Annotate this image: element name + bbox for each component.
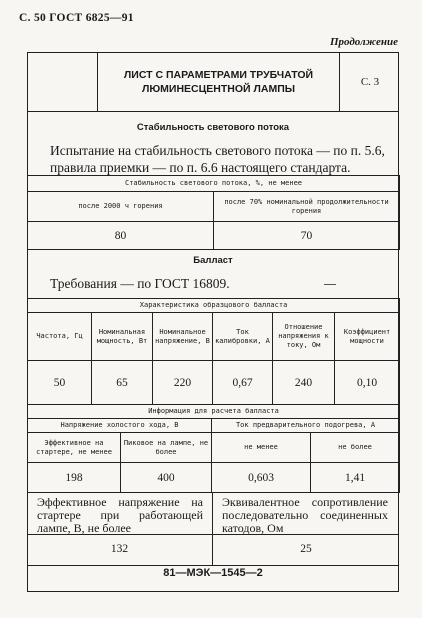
calc-value-min: 0,603: [212, 463, 311, 493]
eff-row: [27, 492, 399, 535]
calc-sub-starter: Эффективное на стартере, не менее: [28, 433, 121, 463]
calc-sub-max: не более: [311, 433, 400, 463]
flux-table-caption: Стабильность светового потока, %, не менее: [28, 176, 400, 192]
char-table-caption: Характеристика образцового балласта: [28, 299, 400, 313]
continuation-label: Продолжение: [329, 36, 398, 48]
ballast-heading: Балласт: [193, 255, 233, 266]
title-logo-cell: [28, 53, 98, 111]
ballast-text: Требования — по ГОСТ 16809.: [50, 276, 230, 291]
calc-sub-peak: Пиковое на лампе, не более: [121, 433, 212, 463]
calc-group-open-circuit: Напряжение холостого хода, В: [28, 419, 212, 433]
flux-col-70pct: после 70% номинальной продолжительности горения: [214, 192, 400, 222]
flux-value-2000h: 80: [28, 222, 214, 250]
char-header-voltage: Номинальное напряжение, В: [153, 313, 213, 361]
flux-col-2000h: после 2000 ч горения: [28, 192, 214, 222]
equiv-resistance-value: 25: [300, 543, 312, 555]
char-header-current: Ток калибровки, А: [213, 313, 273, 361]
title-block: [28, 53, 398, 112]
char-header-power-factor: Коэффициент мощности: [335, 313, 400, 361]
eff-row-divider: [212, 493, 213, 535]
calc-sub-min: не менее: [212, 433, 311, 463]
calc-table-caption: Информация для расчета балласта: [28, 405, 400, 419]
document-frame: [27, 52, 399, 592]
flux-table: [27, 175, 400, 250]
calc-value-max: 1,41: [311, 463, 400, 493]
char-header-power: Номинальная мощность, Вт: [92, 313, 153, 361]
eff-voltage-value: 132: [110, 543, 129, 555]
char-value-power-factor: 0,10: [335, 361, 400, 405]
calc-group-preheat: Ток предварительного подогрева, А: [212, 419, 400, 433]
margin-dash: [324, 284, 336, 285]
equiv-resistance-text: Эквивалентное сопротивление последовательно соединенных катодов, Ом: [222, 495, 388, 535]
sheet-title: [98, 53, 340, 111]
flux-heading: Стабильность светового потока: [136, 122, 290, 133]
page-header: С. 50 ГОСТ 6825—91: [19, 12, 134, 24]
sheet-page-number: С. 3: [360, 76, 380, 88]
char-header-ratio: Отношение напряжения к току, Ом: [273, 313, 335, 361]
char-value-ratio: 240: [273, 361, 335, 405]
eff-voltage-text: Эффективное напряжение на стартере при работающей лампе, В, не более: [37, 495, 203, 535]
eff-value-row: [27, 534, 399, 566]
char-value-power: 65: [92, 361, 153, 405]
flux-text: Испытание на стабильность светового потока — по п. 5.6, правила приемки — по п. 6.6 настоящего стандарта.: [50, 143, 385, 175]
char-header-frequency: Частота, Гц: [28, 313, 92, 361]
char-value-voltage: 220: [153, 361, 213, 405]
calc-value-peak: 400: [121, 463, 212, 493]
flux-value-70pct: 70: [214, 222, 400, 250]
sheet-title-text: ЛИСТ С ПАРАМЕТРАМИ ТРУБЧАТОЙ ЛЮМИНЕСЦЕНТНОЙ ЛАМПЫ: [123, 69, 314, 95]
calc-value-starter: 198: [28, 463, 121, 493]
page-footer: 81—МЭК—1545—2: [163, 567, 263, 579]
ballast-char-table: [27, 298, 400, 405]
char-value-frequency: 50: [28, 361, 92, 405]
char-value-current: 0,67: [213, 361, 273, 405]
ballast-calc-table: [27, 404, 400, 493]
